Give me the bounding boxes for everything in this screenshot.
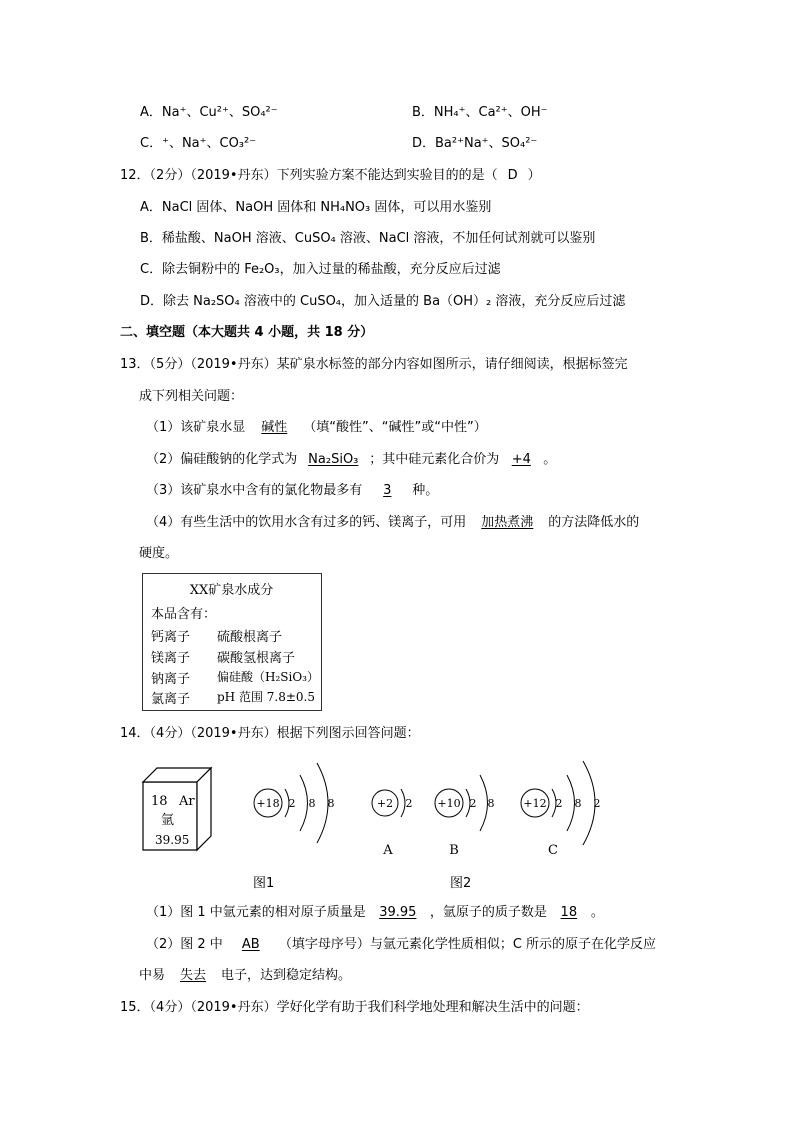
q13-p1-tail: （填“酸性”、“碱性”或“中性”）: [303, 420, 487, 435]
q12-option-c: C．除去铜粉中的 Fe₂O₃，加入过量的稀盐酸，充分反应后过滤: [140, 262, 501, 277]
atom-b: [435, 775, 495, 858]
atom-b-shell-1: 2: [469, 797, 477, 810]
q14-p1-tail: 。: [590, 905, 604, 920]
label-ion-4: 氯离子: [151, 692, 191, 707]
q13-p2-tail: 。: [543, 452, 557, 467]
q12-stem-close: ）: [527, 168, 541, 183]
atom-ar-shell-1: 2: [288, 797, 296, 810]
q12-stem: [120, 166, 541, 186]
label-ion-3b: 偏硅酸（H₂SiO₃）: [217, 670, 319, 684]
q14-part1: [146, 903, 604, 923]
q13-p1-text: （1）该矿泉水显: [146, 420, 246, 435]
atom-c-label: C: [548, 843, 558, 858]
atom-a: [372, 789, 413, 858]
element-symbol: Ar: [179, 794, 195, 809]
q14-p2-text: （2）图 2 中: [146, 937, 223, 952]
atom-ar-shell-2: 8: [308, 797, 316, 810]
atom-ar-nucleus: +18: [256, 797, 280, 810]
q14-p2-answer2: 失去: [180, 968, 207, 983]
figure1-caption: 图1: [253, 876, 275, 891]
q13-part4: [146, 513, 639, 533]
q13-stem: 13．（5分）（2019•丹东）某矿泉水标签的部分内容如图所示，请仔细阅读，根据标签完: [120, 357, 628, 372]
q11-option-b: B．NH₄⁺、Ca²⁺、OH⁻: [412, 105, 548, 120]
q14-p2-line2-tail: 电子，达到稳定结构。: [221, 968, 352, 983]
q14-p2-mid: （填字母序号）与氩元素化学性质相似；C 所示的原子在化学反应: [278, 937, 657, 952]
q14-p2-answer1: AB: [241, 937, 260, 952]
q13-p1-answer: 碱性: [261, 420, 288, 435]
q13-p4-tail: 的方法降低水的: [548, 515, 640, 530]
q13-part2: [146, 450, 556, 470]
label-ion-4b: pH 范围 7.8±0.5: [217, 690, 315, 704]
atom-ar: [254, 763, 335, 843]
element-number: 18: [151, 794, 168, 809]
atom-b-shell-2: 8: [487, 797, 495, 810]
q13-p3-answer: 3: [383, 483, 392, 498]
q11-option-d: D．Ba²⁺Na⁺、SO₄²⁻: [412, 136, 538, 151]
atom-structure-figure: [135, 755, 635, 895]
q13-part4-cont: 硬度。: [139, 546, 179, 561]
q12-option-b: B．稀盐酸、NaOH 溶液、CuSO₄ 溶液、NaCl 溶液，不加任何试剂就可以鉴别: [140, 231, 596, 246]
atom-a-nucleus: +2: [376, 797, 394, 810]
atom-b-nucleus: +10: [437, 797, 461, 810]
q14-p2-line2-text: 中易: [139, 968, 166, 983]
label-contains: 本品含有：: [151, 607, 217, 622]
q14-p1-answer2: 18: [560, 905, 578, 920]
q13-p2-answer2: +4: [511, 452, 531, 467]
q13-p2-mid: ；其中硅元素化合价为: [369, 452, 500, 467]
label-ion-1: 钙离子: [151, 630, 191, 645]
label-ion-1b: 硫酸根离子: [217, 630, 283, 645]
atom-ar-shell-3: 8: [327, 797, 335, 810]
q12-option-a: A．NaCl 固体、NaOH 固体和 NH₄NO₃ 固体，可以用水鉴别: [140, 200, 492, 215]
q13-part1: [146, 418, 487, 438]
atom-c-shell-1: 2: [555, 797, 563, 810]
atom-c-nucleus: +12: [523, 797, 547, 810]
q13-p3-tail: 种。: [412, 483, 439, 498]
q14-stem: 14．（4分）（2019•丹东）根据下列图示回答问题：: [120, 726, 420, 741]
q13-part3: [146, 481, 438, 501]
q13-p4-answer: 加热煮沸: [481, 515, 534, 530]
label-ion-3: 钠离子: [151, 672, 191, 687]
label-ion-2b: 碳酸氢根离子: [217, 651, 296, 666]
q12-stem-text: 12．（2分）（2019•丹东）下列实验方案不能达到实验目的的是（: [120, 168, 498, 183]
atom-c: [521, 761, 601, 858]
atom-b-label: B: [449, 843, 459, 858]
q15-stem: 15．（4分）（2019•丹东）学好化学有助于我们科学地处理和解决生活中的问题：: [120, 1000, 589, 1015]
q13-p2-answer1: Na₂SiO₃: [308, 452, 359, 467]
q13-p2-text: （2）偏硅酸钠的化学式为: [146, 452, 298, 467]
atom-a-shell-1: 2: [405, 797, 413, 810]
q14-part2: [146, 935, 656, 955]
q14-p1-mid: ，氩原子的质子数是: [429, 905, 547, 920]
element-mass: 39.95: [155, 833, 190, 847]
q13-p3-text: （3）该矿泉水中含有的氯化物最多有: [146, 483, 363, 498]
q14-part2-cont: [139, 966, 351, 986]
q13-stem-cont: 成下列相关问题：: [139, 389, 244, 404]
section-title: 二、填空题（本大题共 4 小题，共 18 分）: [120, 325, 374, 340]
q11-option-a: A．Na⁺、Cu²⁺、SO₄²⁻: [140, 105, 278, 120]
label-title: XX矿泉水成分: [189, 583, 274, 598]
figure2-caption: 图2: [450, 876, 472, 891]
element-name: 氩: [161, 813, 175, 828]
q12-option-d: D．除去 Na₂SO₄ 溶液中的 CuSO₄，加入适量的 Ba（OH）₂ 溶液，充分反应后过滤: [140, 294, 626, 309]
q11-option-c: C．⁺、Na⁺、CO₃²⁻: [140, 136, 257, 151]
q13-p4-text: （4）有些生活中的饮用水含有过多的钙、镁离子，可用: [146, 515, 467, 530]
q14-p1-answer1: 39.95: [379, 905, 417, 920]
atom-c-shell-2: 8: [574, 797, 582, 810]
atom-a-label: A: [383, 843, 393, 858]
label-ion-2: 镁离子: [151, 651, 191, 666]
mineral-water-label: [142, 573, 322, 711]
atom-c-shell-3: 2: [593, 797, 601, 810]
q14-p1-text: （1）图 1 中氩元素的相对原子质量是: [146, 905, 366, 920]
q12-answer: D: [507, 168, 518, 183]
